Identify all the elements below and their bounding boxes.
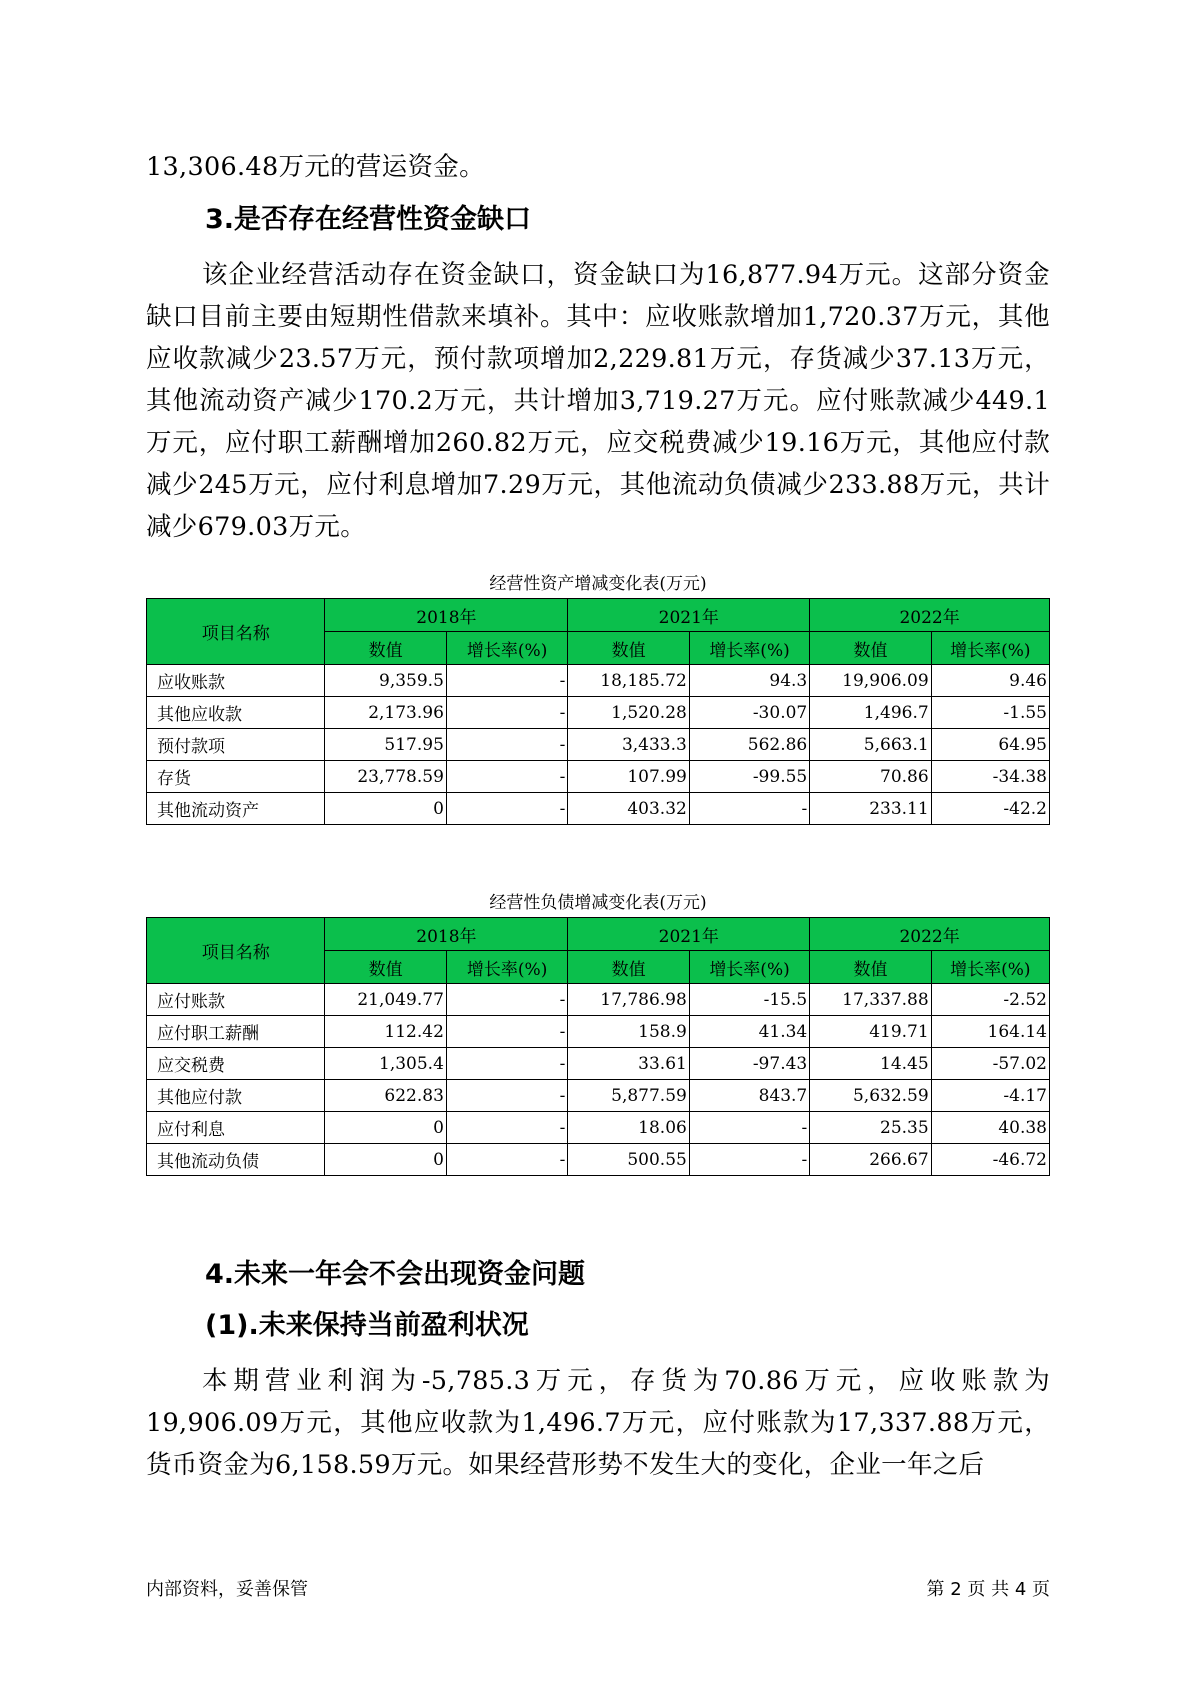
- table-row: [147, 729, 1050, 761]
- footer-page-number: 第 2 页 共 4 页: [926, 1579, 1050, 1600]
- header-value: 数值: [325, 951, 446, 984]
- header-value: 数值: [568, 632, 689, 665]
- cell-growth-2018: -: [446, 729, 567, 761]
- cell-value-2022: 5,663.1: [810, 729, 931, 761]
- cell-growth-2022: 64.95: [931, 729, 1049, 761]
- cell-value-2022: 19,906.09: [810, 665, 931, 697]
- cell-value-2018: 2,173.96: [325, 697, 446, 729]
- cell-growth-2022: 40.38: [931, 1112, 1049, 1144]
- cell-value-2021: 18,185.72: [568, 665, 689, 697]
- cell-value-2021: 403.32: [568, 793, 689, 825]
- cell-value-2018: 112.42: [325, 1016, 446, 1048]
- cell-value-2022: 25.35: [810, 1112, 931, 1144]
- row-name: 存货: [147, 761, 325, 793]
- cell-value-2021: 5,877.59: [568, 1080, 689, 1112]
- cell-growth-2018: -: [446, 1016, 567, 1048]
- table-row: [147, 793, 1050, 825]
- header-value: 数值: [810, 632, 931, 665]
- row-name: 其他流动资产: [147, 793, 325, 825]
- table-row: [147, 1080, 1050, 1112]
- table-row: [147, 984, 1050, 1016]
- cell-growth-2021: 562.86: [689, 729, 809, 761]
- header-growth: 增长率(%): [689, 951, 809, 984]
- header-item-name: 项目名称: [147, 918, 325, 984]
- cell-value-2018: 23,778.59: [325, 761, 446, 793]
- table-row: [147, 1016, 1050, 1048]
- cell-growth-2018: -: [446, 697, 567, 729]
- header-growth: 增长率(%): [931, 632, 1049, 665]
- header-year-2018: 2018年: [325, 599, 568, 632]
- heading-funding-gap: 3.是否存在经营性资金缺口: [205, 204, 532, 235]
- row-name: 应付利息: [147, 1112, 325, 1144]
- row-name: 预付款项: [147, 729, 325, 761]
- cell-value-2021: 17,786.98: [568, 984, 689, 1016]
- cell-value-2022: 14.45: [810, 1048, 931, 1080]
- asset-change-table: [146, 598, 1050, 825]
- cell-growth-2022: -2.52: [931, 984, 1049, 1016]
- cell-value-2022: 1,496.7: [810, 697, 931, 729]
- cell-value-2018: 517.95: [325, 729, 446, 761]
- header-value: 数值: [568, 951, 689, 984]
- cell-value-2021: 1,520.28: [568, 697, 689, 729]
- cell-growth-2022: -57.02: [931, 1048, 1049, 1080]
- cell-value-2021: 107.99: [568, 761, 689, 793]
- row-name: 应付账款: [147, 984, 325, 1016]
- cell-growth-2021: -15.5: [689, 984, 809, 1016]
- row-name: 其他应付款: [147, 1080, 325, 1112]
- header-growth: 增长率(%): [446, 632, 567, 665]
- paragraph-working-capital: 13,306.48万元的营运资金。: [146, 152, 485, 182]
- heading-current-profit-scenario: (1).未来保持当前盈利状况: [205, 1310, 529, 1341]
- header-growth: 增长率(%): [931, 951, 1049, 984]
- cell-value-2021: 500.55: [568, 1144, 689, 1176]
- header-year-2021: 2021年: [568, 599, 810, 632]
- cell-value-2021: 3,433.3: [568, 729, 689, 761]
- table-row: [147, 1144, 1050, 1176]
- cell-growth-2021: -: [689, 1112, 809, 1144]
- header-year-2018: 2018年: [325, 918, 568, 951]
- heading-future-funding: 4.未来一年会不会出现资金问题: [205, 1259, 586, 1290]
- cell-value-2018: 1,305.4: [325, 1048, 446, 1080]
- cell-growth-2021: -: [689, 793, 809, 825]
- table-row: [147, 697, 1050, 729]
- cell-value-2018: 21,049.77: [325, 984, 446, 1016]
- header-year-2022: 2022年: [810, 599, 1050, 632]
- row-name: 其他应收款: [147, 697, 325, 729]
- cell-value-2018: 622.83: [325, 1080, 446, 1112]
- liability-table-caption: 经营性负债增减变化表(万元): [489, 893, 707, 913]
- cell-growth-2018: -: [446, 1080, 567, 1112]
- cell-value-2018: 0: [325, 1144, 446, 1176]
- cell-value-2022: 419.71: [810, 1016, 931, 1048]
- cell-growth-2022: 164.14: [931, 1016, 1049, 1048]
- header-value: 数值: [325, 632, 446, 665]
- table-row: [147, 665, 1050, 697]
- table-row: [147, 761, 1050, 793]
- cell-growth-2021: -99.55: [689, 761, 809, 793]
- header-year-2021: 2021年: [568, 918, 810, 951]
- cell-growth-2021: 94.3: [689, 665, 809, 697]
- cell-growth-2018: -: [446, 665, 567, 697]
- table-row: [147, 1112, 1050, 1144]
- cell-growth-2021: 843.7: [689, 1080, 809, 1112]
- cell-value-2018: 0: [325, 1112, 446, 1144]
- cell-growth-2018: -: [446, 1112, 567, 1144]
- cell-value-2022: 17,337.88: [810, 984, 931, 1016]
- cell-growth-2022: -1.55: [931, 697, 1049, 729]
- cell-value-2021: 158.9: [568, 1016, 689, 1048]
- cell-growth-2022: 9.46: [931, 665, 1049, 697]
- row-name: 应收账款: [147, 665, 325, 697]
- header-value: 数值: [810, 951, 931, 984]
- cell-growth-2018: -: [446, 984, 567, 1016]
- cell-growth-2021: -30.07: [689, 697, 809, 729]
- cell-growth-2021: 41.34: [689, 1016, 809, 1048]
- header-growth: 增长率(%): [446, 951, 567, 984]
- header-year-2022: 2022年: [810, 918, 1050, 951]
- row-name: 其他流动负债: [147, 1144, 325, 1176]
- header-growth: 增长率(%): [689, 632, 809, 665]
- cell-value-2022: 5,632.59: [810, 1080, 931, 1112]
- cell-growth-2018: -: [446, 793, 567, 825]
- header-item-name: 项目名称: [147, 599, 325, 665]
- row-name: 应付职工薪酬: [147, 1016, 325, 1048]
- cell-growth-2021: -97.43: [689, 1048, 809, 1080]
- cell-growth-2022: -34.38: [931, 761, 1049, 793]
- cell-growth-2022: -4.17: [931, 1080, 1049, 1112]
- cell-value-2018: 9,359.5: [325, 665, 446, 697]
- cell-value-2018: 0: [325, 793, 446, 825]
- paragraph-current-profit: 本期营业利润为-5,785.3万元，存货为70.86万元，应收账款为19,906.09万元，其他应收款为1,496.7万元，应付账款为17,337.88万元，货币资金为6,158.59万元。如果经营形势不发生大的变化，企业一年之后: [146, 1366, 1050, 1480]
- row-name: 应交税费: [147, 1048, 325, 1080]
- footer-confidential-note: 内部资料，妥善保管: [146, 1579, 308, 1600]
- paragraph-funding-gap: 该企业经营活动存在资金缺口，资金缺口为16,877.94万元。这部分资金缺口目前主要由短期性借款来填补。其中：应收账款增加1,720.37万元，其他应收款减少23.57万元，预付款项增加2,229.81万元，存货减少37.13万元，其他流动资产减少170.2万元，共计增加3,719.27万元。应付账款减少449.1万元，应付职工薪酬增加260.82万元，应交税费减少19.16万元，其他应付款减少245万元，应付利息增加7.29万元，其他流动负债减少233.88万元，共计减少679.03万元。: [146, 260, 1050, 542]
- cell-value-2022: 70.86: [810, 761, 931, 793]
- cell-growth-2018: -: [446, 761, 567, 793]
- cell-value-2021: 18.06: [568, 1112, 689, 1144]
- liability-change-table: [146, 917, 1050, 1176]
- cell-growth-2018: -: [446, 1144, 567, 1176]
- asset-table-caption: 经营性资产增减变化表(万元): [489, 574, 707, 594]
- cell-value-2022: 233.11: [810, 793, 931, 825]
- table-row: [147, 1048, 1050, 1080]
- cell-growth-2018: -: [446, 1048, 567, 1080]
- cell-growth-2022: -46.72: [931, 1144, 1049, 1176]
- cell-growth-2021: -: [689, 1144, 809, 1176]
- cell-value-2022: 266.67: [810, 1144, 931, 1176]
- cell-value-2021: 33.61: [568, 1048, 689, 1080]
- cell-growth-2022: -42.2: [931, 793, 1049, 825]
